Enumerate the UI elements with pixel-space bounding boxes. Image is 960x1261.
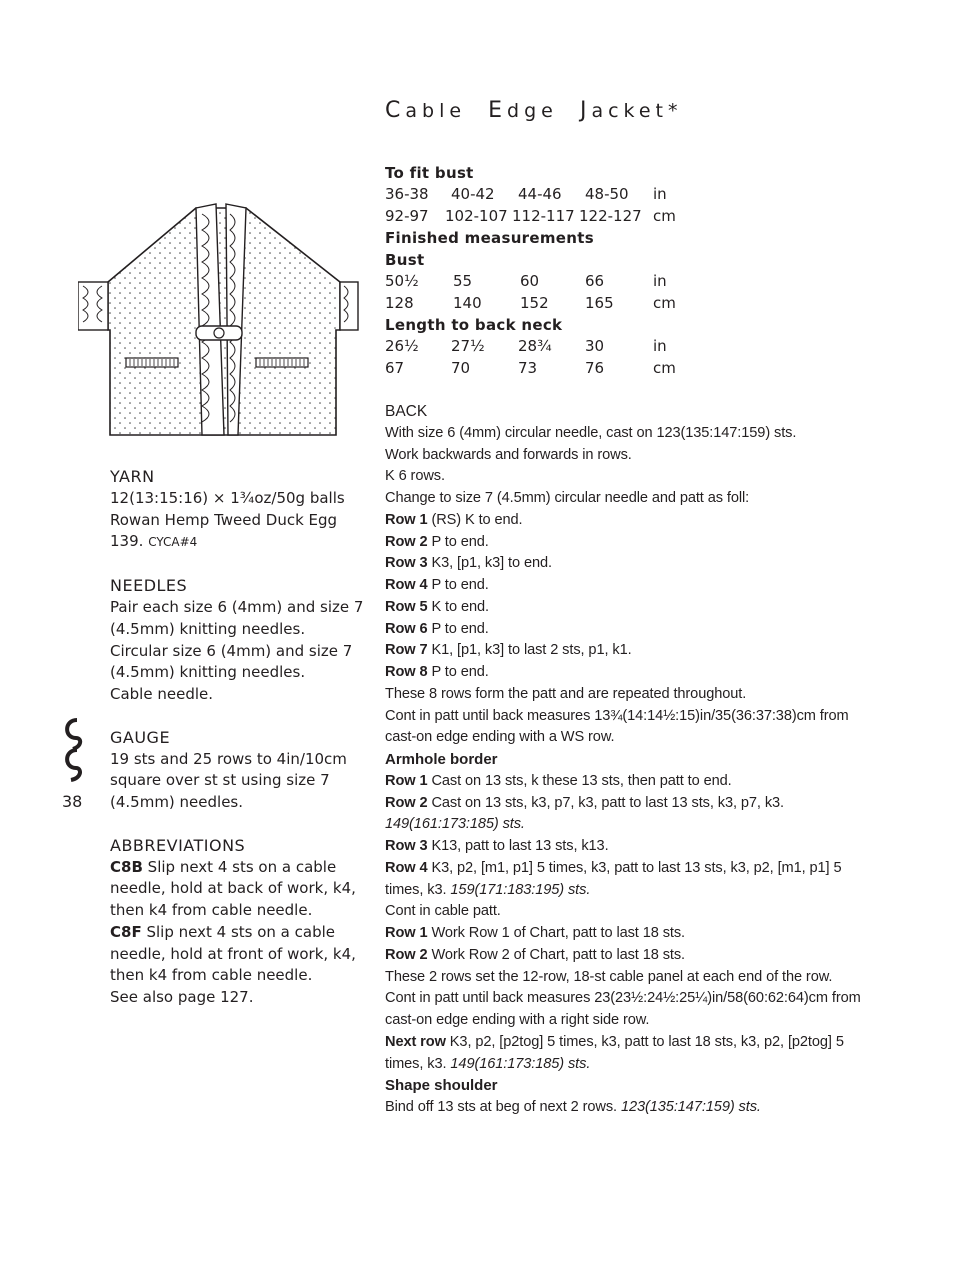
bust-label: Bust (385, 251, 425, 269)
instruction-line: 149(161:173:185) sts. (385, 816, 525, 833)
instruction-line: Row 4 K3, p2, [m1, p1] 5 times, k3, patt to last 13 sts, k3, p2, [m1, p1] 5 (385, 859, 842, 876)
yarn-line: 139. CYCA#4 (110, 532, 198, 551)
materials-column (110, 466, 364, 1009)
abbr-line: C8B Slip next 4 sts on a cable (110, 857, 337, 876)
armhole-border-heading: Armhole border (385, 751, 498, 768)
instruction-line: Row 4 P to end. (385, 577, 489, 593)
instruction-line: Bind off 13 sts at beg of next 2 rows. 123(135:147:159) sts. (385, 1099, 761, 1115)
gauge-line: (4.5mm) needles. (110, 793, 244, 812)
instruction-line: times, k3. 159(171:183:195) sts. (385, 881, 591, 898)
instruction-line: Row 2 Work Row 2 of Chart, patt to last 18 sts. (385, 946, 685, 963)
instruction-line: Row 8 P to end. (385, 664, 489, 680)
instruction-line: With size 6 (4mm) circular needle, cast on 123(135:147:159) sts. (385, 424, 797, 441)
instruction-line: Row 5 K to end. (385, 598, 489, 615)
instruction-line: Row 1 Work Row 1 of Chart, patt to last 18 sts. (385, 925, 685, 941)
jacket-body (108, 208, 340, 435)
shape-shoulder-heading: Shape shoulder (385, 1077, 498, 1095)
garment-sketch (78, 190, 368, 440)
instruction-line: These 8 rows form the patt and are repeated throughout. (385, 685, 747, 702)
yarn-line: Rowan Hemp Tweed Duck Egg (110, 510, 338, 529)
instruction-line: times, k3. 149(161:173:185) sts. (385, 1055, 591, 1072)
instruction-line: Row 2 Cast on 13 sts, k3, p7, k3, patt to last 13 sts, k3, p7, k3. (385, 794, 784, 811)
abbreviations-heading: ABBREVIATIONS (110, 835, 246, 855)
instruction-line: Row 7 K1, [p1, k3] to last 2 sts, p1, k1. (385, 642, 632, 659)
yarn-heading: YARN (110, 467, 155, 486)
abbr-line: then k4 from cable needle. (110, 966, 313, 985)
length-cm-row: 67 70 73 76 cm (385, 358, 676, 377)
length-label: Length to back neck (385, 316, 563, 334)
instruction-line: These 2 rows set the 12-row, 18-st cable panel at each end of the row. (385, 968, 833, 985)
bust-cm-row: 128 140 152 165 cm (385, 293, 676, 312)
instruction-line: Cont in patt until back measures 23(23½:24½:25¼)in/58(60:62:64)cm from (385, 990, 861, 1007)
bust-in-row: 50½ 55 60 66 in (385, 272, 667, 290)
back-heading: BACK (385, 403, 428, 420)
see-also-line: See also page 127. (110, 987, 254, 1006)
back-instructions (385, 401, 925, 1119)
instruction-line: Row 2 P to end. (385, 533, 489, 550)
instruction-line: Row 1 Cast on 13 sts, k these 13 sts, then patt to end. (385, 772, 732, 789)
needles-line: Circular size 6 (4mm) and size 7 (110, 641, 353, 660)
instruction-line: Row 3 K13, patt to last 13 sts, k13. (385, 838, 609, 854)
finished-label: Finished measurements (385, 229, 594, 247)
abbr-line: needle, hold at back of work, k4, (110, 879, 356, 898)
yarn-line: 12(13:15:16) × 1¾oz/50g balls (110, 489, 345, 507)
needles-heading: NEEDLES (110, 576, 188, 596)
length-in-row: 26½ 27½ 28¾ 30 in (385, 337, 667, 355)
needles-line: (4.5mm) knitting needles. (110, 619, 306, 638)
instruction-line: Change to size 7 (4.5mm) circular needle and patt as foll: (385, 490, 750, 506)
instruction-line: cast-on edge ending with a WS row. (385, 729, 615, 746)
page-number: 38 (62, 792, 83, 811)
abbr-line: C8F Slip next 4 sts on a cable (110, 922, 335, 941)
instruction-line: Cont in cable patt. (385, 903, 501, 920)
instruction-line: Row 3 K3, [p1, k3] to end. (385, 555, 552, 572)
instruction-line: Row 6 P to end. (385, 620, 489, 637)
instruction-line: cast-on edge ending with a right side row. (385, 1012, 650, 1028)
gauge-line: square over st st using size 7 (110, 771, 330, 790)
fit-bust-label: To fit bust (385, 164, 474, 182)
instruction-line: Work backwards and forwards in rows. (385, 446, 632, 463)
abbr-line: needle, hold at front of work, k4, (110, 944, 356, 963)
right-sleeve-cable (340, 282, 358, 330)
gauge-line: 19 sts and 25 rows to 4in/10cm (110, 749, 347, 768)
instruction-line: Cont in patt until back measures 13¾(14:14½:15)in/35(36:37:38)cm from (385, 707, 849, 724)
left-sleeve-cable (78, 282, 108, 330)
fit-bust-cm-row: 92-97 102-107 112-117 122-127 cm (385, 206, 676, 225)
needles-line: (4.5mm) knitting needles. (110, 663, 306, 682)
sizes-table (385, 162, 805, 379)
chain-ornament-icon (62, 716, 84, 786)
gauge-heading: GAUGE (110, 727, 171, 747)
instruction-line: Next row K3, p2, [p2tog] 5 times, k3, patt to last 18 sts, k3, p2, [p2tog] 5 (385, 1033, 844, 1050)
fit-bust-in-row: 36-38 40-42 44-46 48-50 in (385, 185, 667, 203)
instruction-line: Row 1 (RS) K to end. (385, 511, 523, 528)
abbr-line: then k4 from cable needle. (110, 901, 313, 920)
page-title: Cable Edge Jacket* (385, 98, 683, 123)
needles-line: Cable needle. (110, 684, 214, 703)
instruction-line: K 6 rows. (385, 468, 445, 485)
needles-line: Pair each size 6 (4mm) and size 7 (110, 598, 364, 617)
